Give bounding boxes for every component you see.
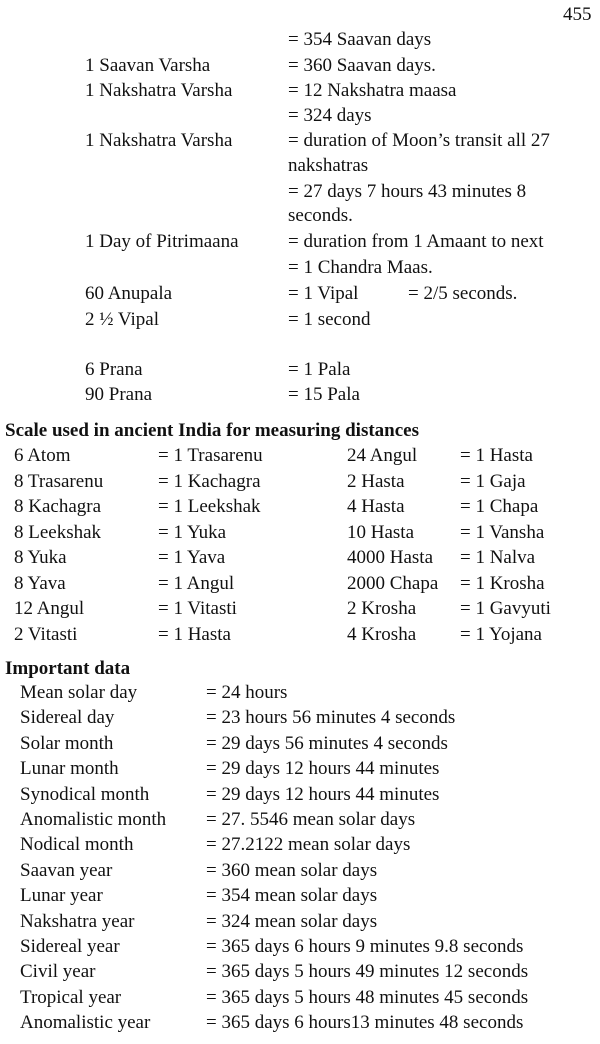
scale-left-value: = 1 Trasarenu <box>158 445 263 466</box>
unit-left: 1 Saavan Varsha <box>85 55 211 76</box>
scale-right-unit: 4000 Hasta <box>347 547 434 568</box>
data-value: = 29 days 12 hours 44 minutes <box>206 783 440 805</box>
unit-right: = duration from 1 Amaant to next <box>288 231 544 252</box>
scale-right-unit: 2 Krosha <box>347 598 417 619</box>
data-label: Saavan year <box>20 859 113 881</box>
unit-extra: = 2/5 seconds. <box>408 283 518 304</box>
scale-right-unit: 10 Hasta <box>347 521 415 543</box>
scale-left-value: = 1 Kachagra <box>158 470 261 492</box>
unit-left: 1 Nakshatra Varsha <box>85 130 233 151</box>
scale-left-value: = 1 Yuka <box>158 521 227 543</box>
data-value: = 27.2122 mean solar days <box>206 834 411 856</box>
scale-right-value: = 1 Gaja <box>460 470 526 492</box>
unit-right: = 1 Vipal <box>288 283 359 304</box>
unit-left: 1 Nakshatra Varsha <box>85 80 233 101</box>
unit-right: = 354 Saavan days <box>288 29 432 50</box>
scale-right-unit: 24 Angul <box>347 445 418 466</box>
scale-left-value: = 1 Hasta <box>158 623 231 645</box>
scale-left-value: = 1 Vitasti <box>158 598 237 619</box>
data-label: Nakshatra year <box>20 910 135 932</box>
data-label: Lunar year <box>20 885 103 907</box>
unit-right: = 12 Nakshatra maasa <box>288 80 457 101</box>
scale-right-value: = 1 Gavyuti <box>460 598 551 619</box>
scale-right-value: = 1 Hasta <box>460 445 533 466</box>
unit-right: seconds. <box>288 205 353 226</box>
data-label: Sidereal day <box>20 707 115 729</box>
scale-left-unit: 8 Kachagra <box>14 496 102 517</box>
unit-right: = 1 Chandra Maas. <box>288 257 433 278</box>
data-label: Anomalistic year <box>20 1012 151 1034</box>
data-value: = 354 mean solar days <box>206 885 378 907</box>
unit-left: 60 Anupala <box>85 283 173 304</box>
scale-left-value: = 1 Angul <box>158 572 235 594</box>
data-value: = 23 hours 56 minutes 4 seconds <box>206 707 456 729</box>
scale-left-unit: 12 Angul <box>14 598 85 619</box>
scale-right-unit: 2 Hasta <box>347 470 405 492</box>
data-label: Sidereal year <box>20 936 120 957</box>
unit-left: 6 Prana <box>85 359 143 380</box>
scale-left-unit: 2 Vitasti <box>14 623 78 645</box>
scale-heading: Scale used in ancient India for measuring distances <box>5 420 419 441</box>
unit-right: = 360 Saavan days. <box>288 55 436 76</box>
data-value: = 324 mean solar days <box>206 910 378 932</box>
unit-left: 90 Prana <box>85 384 153 405</box>
data-value: = 29 days 56 minutes 4 seconds <box>206 732 448 754</box>
unit-right: = 1 second <box>288 309 371 330</box>
important-heading: Important data <box>5 658 131 679</box>
scale-right-unit: 2000 Chapa <box>347 572 439 594</box>
scale-left-unit: 8 Yuka <box>14 547 67 568</box>
data-value: = 365 days 5 hours 49 minutes 12 seconds <box>206 961 529 983</box>
data-value: = 365 days 6 hours 9 minutes 9.8 seconds <box>206 936 524 957</box>
data-value: = 29 days 12 hours 44 minutes <box>206 758 440 780</box>
scale-right-value: = 1 Yojana <box>460 623 542 645</box>
unit-left: 2 ½ Vipal <box>85 309 159 330</box>
data-label: Solar month <box>20 732 114 754</box>
data-label: Lunar month <box>20 758 119 780</box>
scale-right-value: = 1 Krosha <box>460 572 545 594</box>
data-value: = 365 days 6 hours13 minutes 48 seconds <box>206 1012 524 1034</box>
scale-left-value: = 1 Yava <box>158 547 226 568</box>
scale-left-value: = 1 Leekshak <box>158 496 261 517</box>
unit-right: nakshatras <box>288 155 369 176</box>
unit-right: = 15 Pala <box>288 384 360 405</box>
scale-left-unit: 8 Leekshak <box>14 521 102 543</box>
unit-right: = 1 Pala <box>288 359 351 380</box>
unit-right: = 27 days 7 hours 43 minutes 8 <box>288 181 527 202</box>
data-value: = 24 hours <box>206 682 288 703</box>
scale-right-value: = 1 Nalva <box>460 547 536 568</box>
page-number: 455 <box>563 4 592 25</box>
data-value: = 365 days 5 hours 48 minutes 45 seconds <box>206 986 529 1008</box>
scale-left-unit: 8 Trasarenu <box>14 470 104 492</box>
data-label: Synodical month <box>20 783 150 805</box>
data-value: = 360 mean solar days <box>206 859 378 881</box>
scale-left-unit: 8 Yava <box>14 572 66 594</box>
data-label: Mean solar day <box>20 682 138 703</box>
data-label: Tropical year <box>20 986 122 1008</box>
unit-right: = duration of Moon’s transit all 27 <box>288 130 550 151</box>
unit-right: = 324 days <box>288 105 372 126</box>
data-value: = 27. 5546 mean solar days <box>206 809 416 830</box>
unit-left: 1 Day of Pitrimaana <box>85 231 239 252</box>
data-label: Civil year <box>20 961 96 983</box>
scale-right-value: = 1 Chapa <box>460 496 539 517</box>
scale-right-value: = 1 Vansha <box>460 521 545 543</box>
scale-left-unit: 6 Atom <box>14 445 71 466</box>
scale-right-unit: 4 Hasta <box>347 496 405 517</box>
data-label: Nodical month <box>20 834 134 856</box>
scale-right-unit: 4 Krosha <box>347 623 417 645</box>
data-label: Anomalistic month <box>20 809 167 830</box>
